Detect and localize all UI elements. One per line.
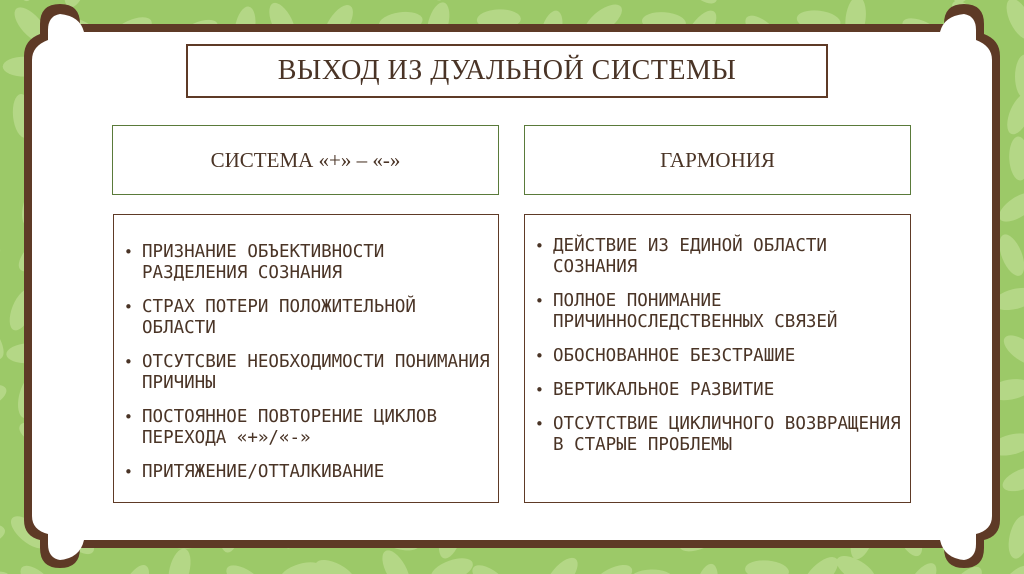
- page-title: ВЫХОД ИЗ ДУАЛЬНОЙ СИСТЕМЫ: [277, 55, 737, 86]
- column-heading-box-system: [112, 125, 499, 195]
- harmony-list-box: [524, 214, 911, 503]
- list-item: • ВЕРТИКАЛЬНОЕ РАЗВИТИЕ: [553, 380, 902, 401]
- list-item: • СТРАХ ПОТЕРИ ПОЛОЖИТЕЛЬНОЙ ОБЛАСТИ: [142, 297, 490, 339]
- list-item: • ДЕЙСТВИЕ ИЗ ЕДИНОЙ ОБЛАСТИ СОЗНАНИЯ: [553, 236, 902, 278]
- list-item: • ПОСТОЯННОЕ ПОВТОРЕНИЕ ЦИКЛОВ ПЕРЕХОДА «+»/«-»: [142, 407, 490, 449]
- system-list-box: [113, 214, 499, 503]
- system-bullet-list: [114, 215, 498, 483]
- column-heading-system: СИСТЕМА «+» – «-»: [210, 147, 401, 172]
- list-item: • ОТСУТСВИЕ НЕОБХОДИМОСТИ ПОНИМАНИЯ ПРИЧИНЫ: [142, 352, 490, 394]
- list-item: • ПОЛНОЕ ПОНИМАНИЕ ПРИЧИННОСЛЕДСТВЕННЫХ СВЯЗЕЙ: [553, 291, 902, 333]
- list-item: • ПРИТЯЖЕНИЕ/ОТТАЛКИВАНИЕ: [142, 462, 490, 483]
- list-item: • ПРИЗНАНИЕ ОБЪЕКТИВНОСТИ РАЗДЕЛЕНИЯ СОЗНАНИЯ: [142, 242, 490, 284]
- list-item: • ОТСУТСТВИЕ ЦИКЛИЧНОГО ВОЗВРАЩЕНИЯ В СТАРЫЕ ПРОБЛЕМЫ: [553, 414, 902, 456]
- column-heading-box-harmony: [524, 125, 911, 195]
- title-box: [186, 44, 828, 98]
- column-heading-harmony: ГАРМОНИЯ: [660, 147, 775, 172]
- harmony-bullet-list: [525, 215, 910, 456]
- list-item: • ОБОСНОВАННОЕ БЕЗСТРАШИЕ: [553, 346, 902, 367]
